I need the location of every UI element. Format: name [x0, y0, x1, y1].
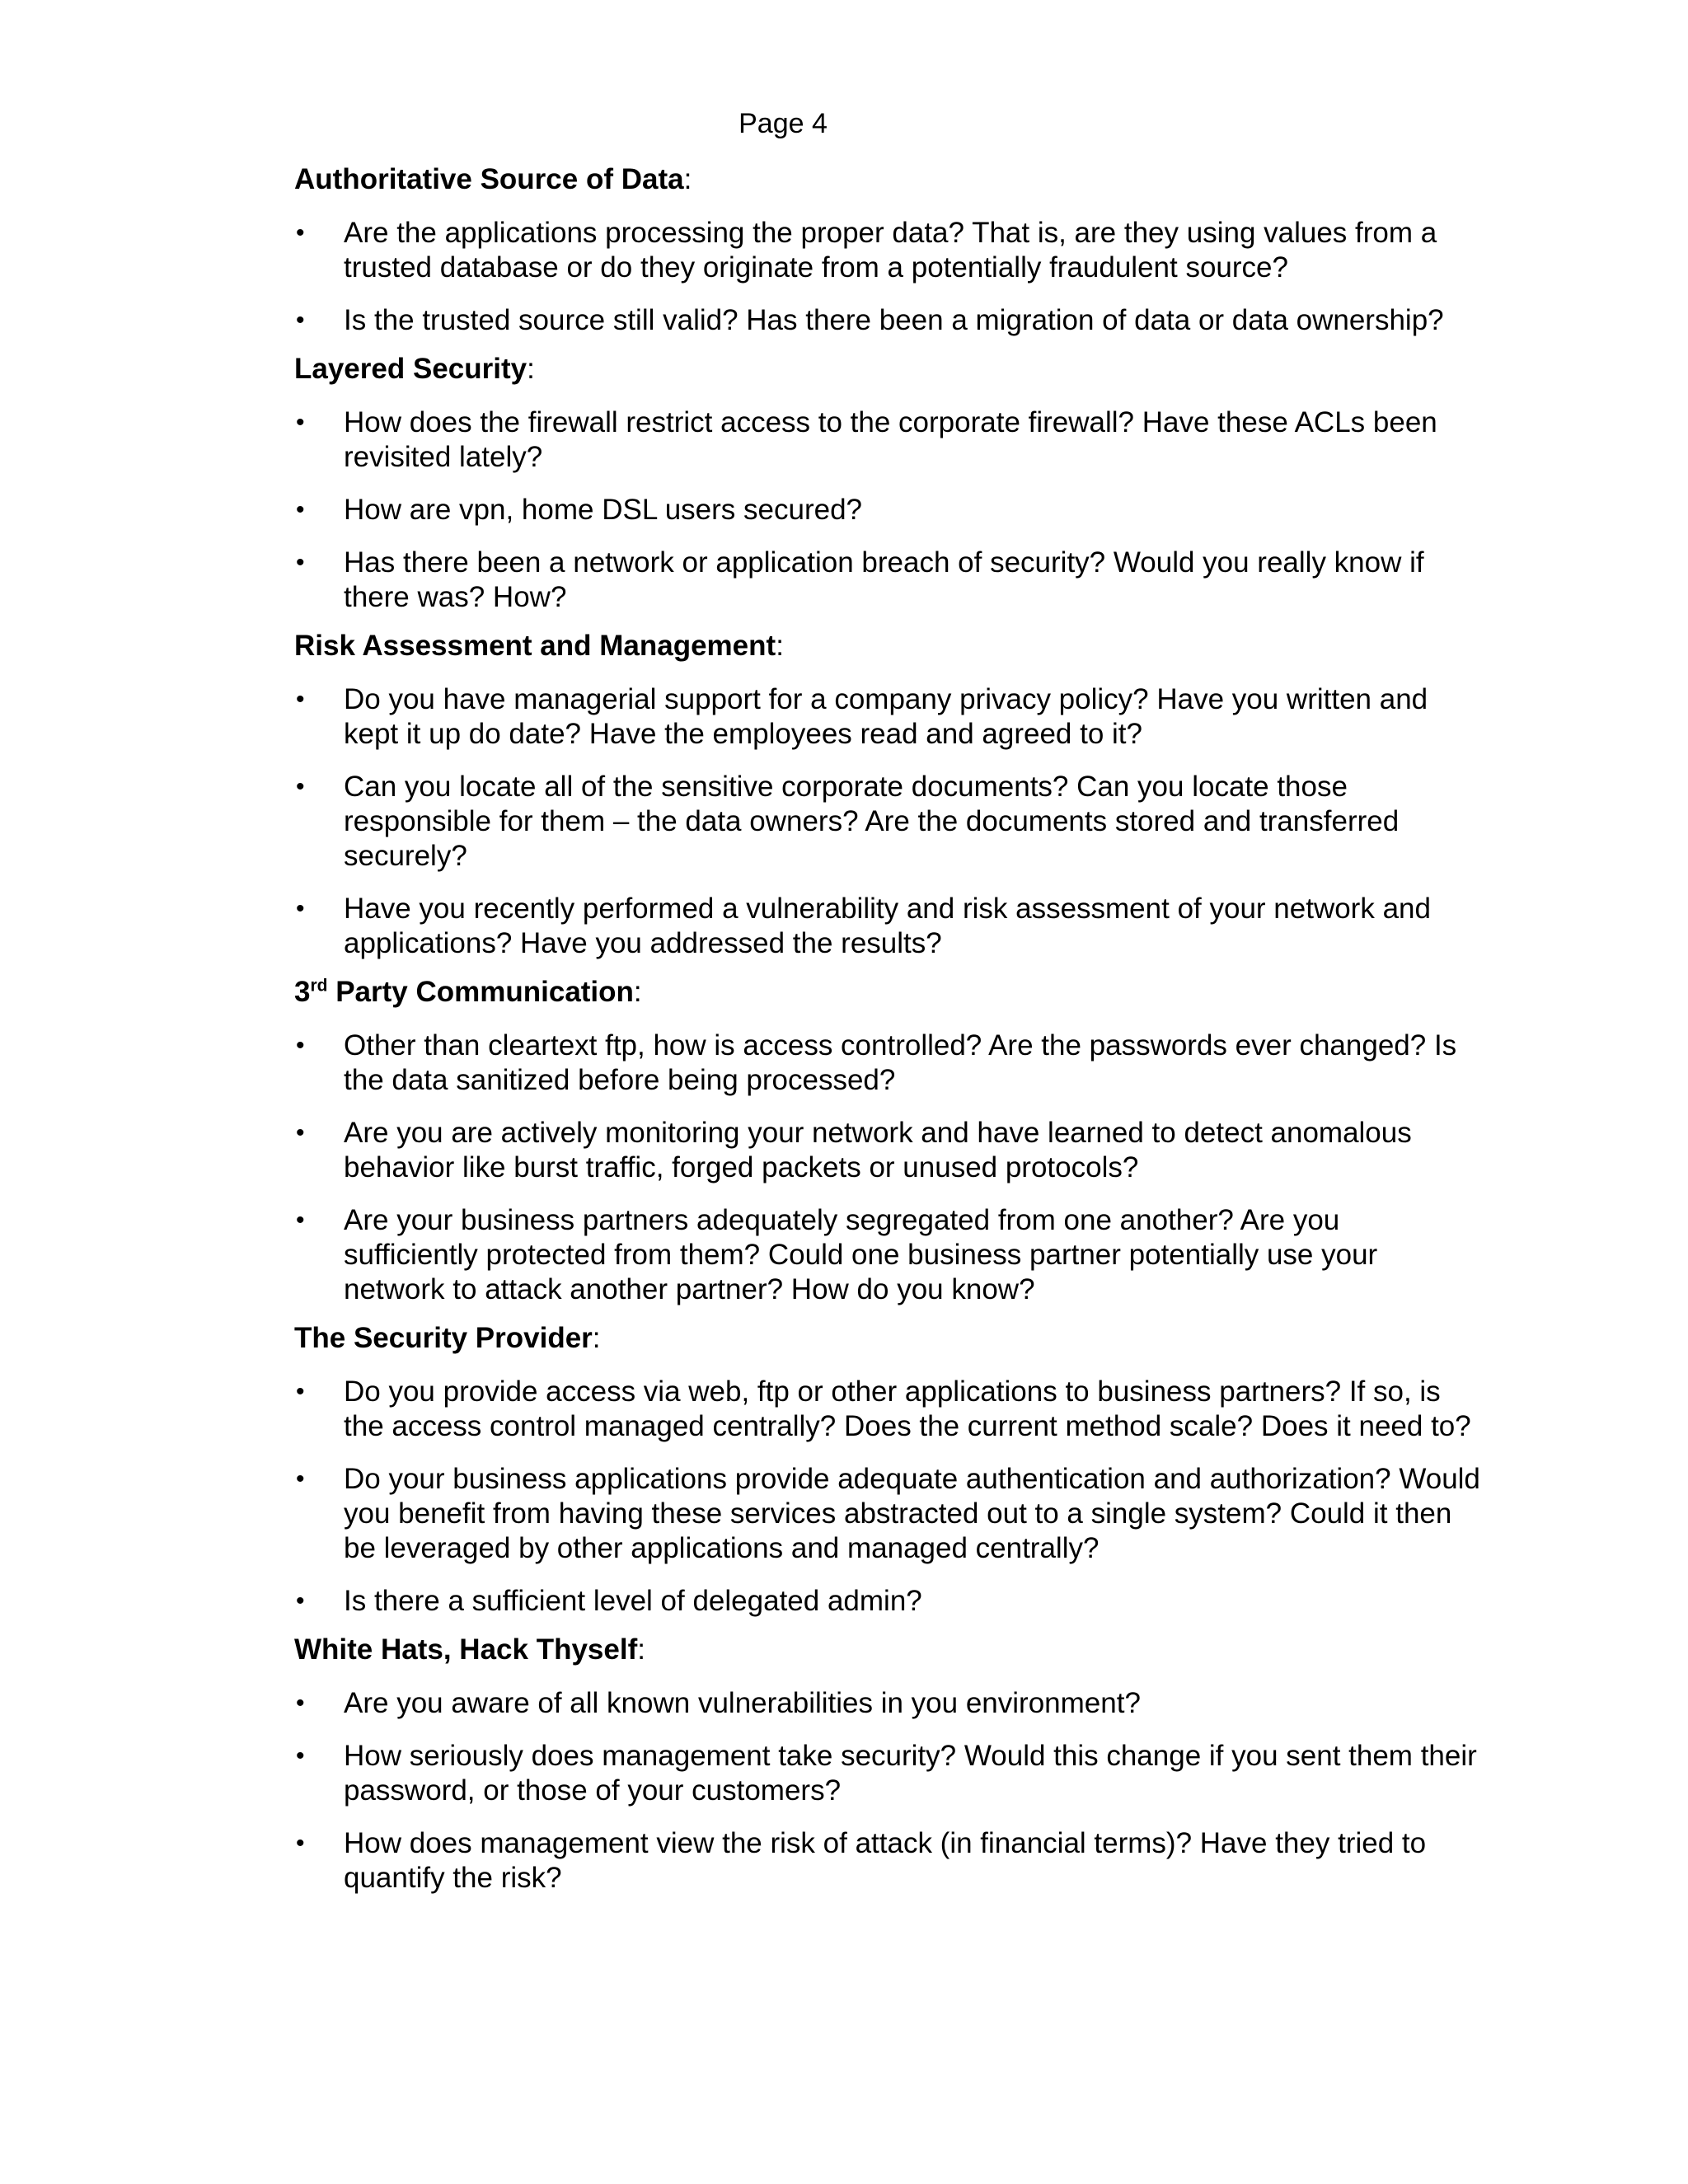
section-title: The Security Provider — [294, 1322, 593, 1354]
list-item-text: Has there been a network or application breach of security? Would you really know if there was? How? — [344, 546, 1424, 613]
bullet-icon: • — [296, 1378, 305, 1405]
bullet-icon: • — [296, 1207, 305, 1234]
section-third-party-communication — [294, 975, 1481, 1307]
section-heading — [294, 162, 1481, 197]
section-colon: : — [527, 353, 535, 385]
list-item-text: How are vpn, home DSL users secured? — [344, 494, 863, 526]
list-item — [294, 1116, 1481, 1185]
section-title: White Hats, Hack Thyself — [294, 1633, 638, 1666]
bullet-icon: • — [296, 1587, 305, 1615]
bullet-icon: • — [296, 895, 305, 922]
section-layered-security — [294, 352, 1481, 615]
list-item-text: Are you aware of all known vulnerabilities in you environment? — [344, 1687, 1141, 1719]
list-item-text: How does management view the risk of attack (in financial terms)? Have they tried to quantify the risk? — [344, 1827, 1427, 1894]
section-heading — [294, 975, 1481, 1010]
section-title: Authoritative Source of Data — [294, 163, 684, 195]
section-colon: : — [592, 1322, 601, 1354]
list-item-text: How seriously does management take security? Would this change if you sent them their password, or those of your customers? — [344, 1740, 1477, 1807]
section-security-provider — [294, 1321, 1481, 1619]
bullet-icon: • — [296, 549, 305, 576]
list-item — [294, 682, 1481, 752]
list-item — [294, 1584, 1481, 1619]
list-item-text: Have you recently performed a vulnerability and risk assessment of your network and applications? Have you addressed the results? — [344, 893, 1431, 959]
list-item-text: Are you are actively monitoring your network and have learned to detect anomalous behavior like burst traffic, forged packets or unused protocols? — [344, 1117, 1412, 1183]
bullet-list — [294, 682, 1481, 961]
list-item-text: Is the trusted source still valid? Has there been a migration of data or data ownership? — [344, 304, 1444, 336]
bullet-icon: • — [296, 409, 305, 436]
list-item-text: Other than cleartext ftp, how is access controlled? Are the passwords ever changed? Is the data sanitized before being processed? — [344, 1029, 1457, 1096]
section-title: Party Communication — [327, 976, 634, 1008]
list-item-text: Do you provide access via web, ftp or other applications to business partners? If so, is the access control managed centrally? Does the current method scale? Does it need to? — [344, 1376, 1471, 1442]
list-item — [294, 546, 1481, 615]
section-heading — [294, 352, 1481, 387]
list-item-text: Is there a sufficient level of delegated admin? — [344, 1585, 922, 1617]
section-heading — [294, 1633, 1481, 1667]
list-item — [294, 216, 1481, 285]
list-item-text: How does the firewall restrict access to the corporate firewall? Have these ACLs been revisited lately? — [344, 406, 1437, 473]
section-colon: : — [776, 630, 784, 662]
list-item — [294, 1462, 1481, 1566]
bullet-list — [294, 1029, 1481, 1307]
section-colon: : — [633, 976, 642, 1008]
section-title: Layered Security — [294, 353, 528, 385]
list-item — [294, 770, 1481, 874]
section-white-hats — [294, 1633, 1481, 1896]
list-item — [294, 1029, 1481, 1098]
list-item — [294, 493, 1481, 527]
list-item — [294, 1375, 1481, 1444]
list-item-text: Do you have managerial support for a company privacy policy? Have you written and kept it up do date? Have the employees read and agreed to it? — [344, 683, 1428, 750]
bullet-list — [294, 1375, 1481, 1619]
list-item — [294, 1739, 1481, 1808]
bullet-icon: • — [296, 219, 305, 246]
list-item-text: Are your business partners adequately segregated from one another? Are you sufficiently protected from them? Could one business partner potentially use your network to attack another partner? How do you know? — [344, 1204, 1378, 1305]
section-colon: : — [683, 163, 692, 195]
list-item — [294, 1203, 1481, 1307]
bullet-icon: • — [296, 1690, 305, 1717]
list-item — [294, 303, 1481, 338]
bullet-icon: • — [296, 496, 305, 523]
bullet-icon: • — [296, 1465, 305, 1493]
bullet-list — [294, 216, 1481, 338]
bullet-icon: • — [296, 1742, 305, 1769]
bullet-icon: • — [296, 686, 305, 713]
bullet-icon: • — [296, 773, 305, 800]
list-item-text: Are the applications processing the proper data? That is, are they using values from a trusted database or do they originate from a potentially fraudulent source? — [344, 217, 1437, 284]
bullet-icon: • — [296, 1119, 305, 1146]
section-title-superscript: rd — [310, 976, 328, 996]
section-risk-assessment — [294, 629, 1481, 961]
list-item — [294, 1686, 1481, 1721]
list-item-text: Do your business applications provide adequate authentication and authorization? Would you benefit from having these services abstracted out to a single system? Could it then be leveraged by other applications and managed centrally? — [344, 1463, 1480, 1564]
list-item — [294, 892, 1481, 961]
bullet-list — [294, 405, 1481, 615]
document-body — [294, 162, 1481, 1896]
bullet-icon: • — [296, 1032, 305, 1059]
section-heading — [294, 629, 1481, 663]
page-number: Page 4 — [738, 108, 828, 139]
bullet-icon: • — [296, 307, 305, 334]
list-item-text: Can you locate all of the sensitive corporate documents? Can you locate those responsible for them – the data owners? Are the documents stored and transferred securely? — [344, 771, 1400, 872]
bullet-icon: • — [296, 1830, 305, 1857]
section-heading — [294, 1321, 1481, 1356]
list-item — [294, 1826, 1481, 1896]
section-colon: : — [637, 1633, 645, 1666]
list-item — [294, 405, 1481, 475]
section-title: Risk Assessment and Management — [294, 630, 776, 662]
bullet-list — [294, 1686, 1481, 1896]
section-authoritative-source — [294, 162, 1481, 338]
section-title-prefix: 3 — [294, 976, 311, 1008]
